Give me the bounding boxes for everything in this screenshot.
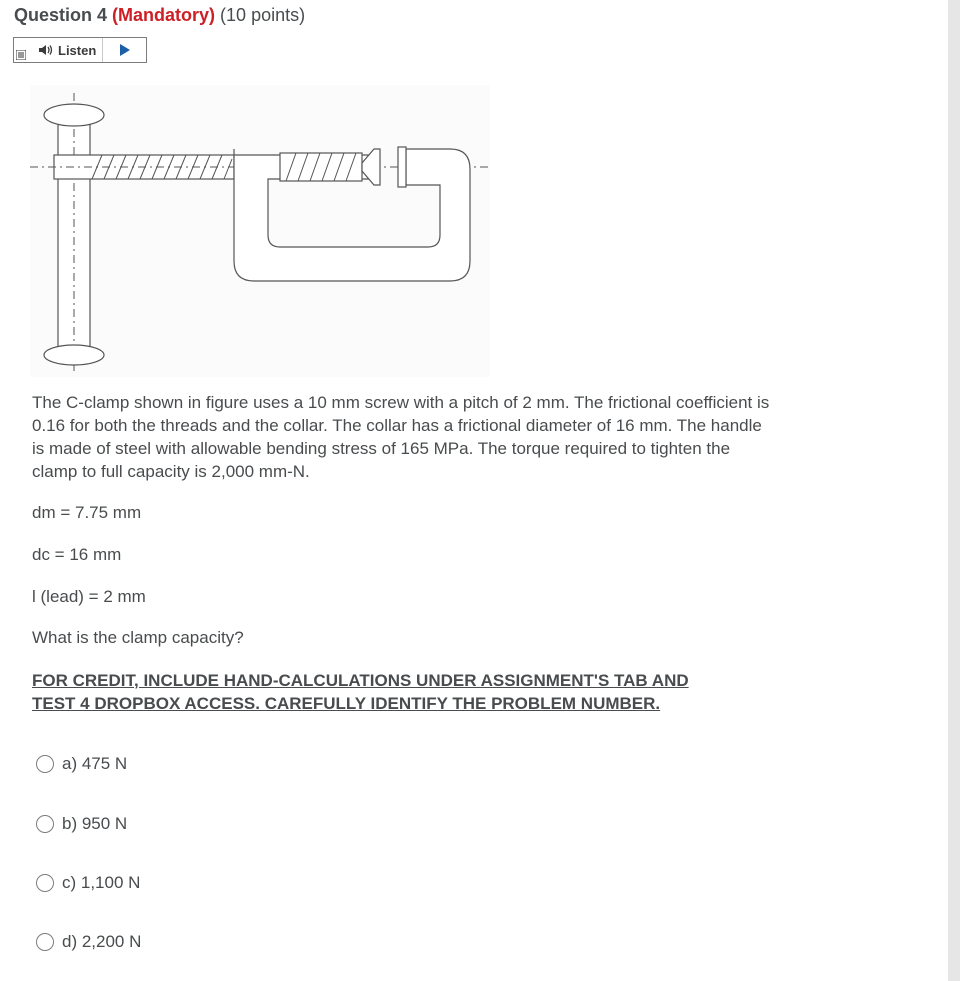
- question-number: Question 4: [14, 5, 108, 25]
- option-b[interactable]: [36, 814, 127, 834]
- option-label: b) 950 N: [62, 814, 128, 833]
- option-label: d) 2,200 N: [62, 932, 142, 951]
- listen-label: Listen: [58, 42, 97, 58]
- play-icon: [120, 44, 130, 56]
- option-c[interactable]: [36, 873, 140, 893]
- mandatory-label: (Mandatory): [112, 5, 216, 25]
- speaker-icon: [38, 44, 54, 56]
- radio-button[interactable]: [36, 933, 54, 951]
- c-clamp-figure: [30, 85, 490, 377]
- listen-toolbar: [13, 37, 147, 63]
- question-header: [14, 5, 305, 26]
- credit-line-1: FOR CREDIT, INCLUDE HAND-CALCULATIONS UNDER ASSIGNMENT'S TAB AND: [32, 671, 689, 690]
- option-d[interactable]: [36, 932, 141, 952]
- play-button[interactable]: [103, 38, 146, 62]
- radio-button[interactable]: [36, 755, 54, 773]
- question-paragraph: The C-clamp shown in figure uses a 10 mm screw with a pitch of 2 mm. The frictional coefficient is 0.16 for both the threads and the collar. The collar has a frictional diameter of 16 mm. The handle is made of steel with allowable bending stress of 165 MPa. The torque required to tighten the clamp to full capacity is 2,000 mm-N.: [32, 393, 770, 481]
- credit-instructions: [32, 669, 792, 715]
- dm-value: dm = 7.75 mm: [32, 503, 142, 522]
- scrollbar[interactable]: [948, 0, 960, 981]
- option-label: c) 1,100 N: [62, 873, 141, 892]
- menu-icon[interactable]: [14, 38, 28, 62]
- radio-button[interactable]: [36, 815, 54, 833]
- points-label: (10 points): [220, 5, 306, 25]
- dc-value: dc = 16 mm: [32, 545, 122, 564]
- radio-button[interactable]: [36, 874, 54, 892]
- question-prompt: What is the clamp capacity?: [32, 628, 244, 647]
- listen-button[interactable]: [28, 38, 103, 62]
- option-label: a) 475 N: [62, 754, 128, 773]
- credit-line-2: TEST 4 DROPBOX ACCESS. CAREFULLY IDENTIFY THE PROBLEM NUMBER.: [32, 694, 661, 713]
- option-a[interactable]: [36, 754, 127, 774]
- lead-value: l (lead) = 2 mm: [32, 587, 146, 606]
